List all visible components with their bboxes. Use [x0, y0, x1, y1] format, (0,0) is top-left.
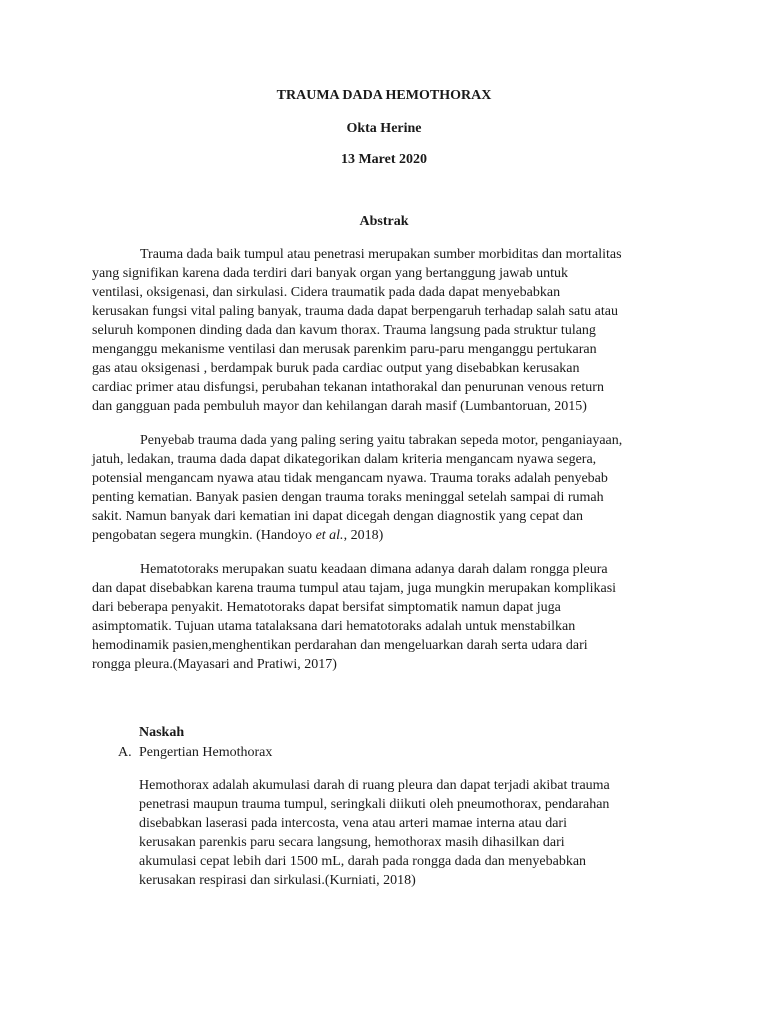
paragraph-line: asimptomatik. Tujuan utama tatalaksana dari hematotoraks adalah untuk menstabilkan — [92, 619, 576, 634]
section-a-heading — [118, 745, 272, 761]
document-date: 13 Maret 2020 — [340, 152, 428, 167]
paragraph-line: seluruh komponen dinding dada dan kavum thorax. Trauma langsung pada struktur tulang — [92, 323, 596, 338]
citation-prefix: pengobatan segera mungkin. (Handoyo — [92, 528, 316, 543]
paragraph-line: Hemothorax adalah akumulasi darah di ruang pleura dan dapat terjadi akibat trauma — [139, 778, 610, 793]
abstract-paragraph-1 — [92, 245, 674, 416]
paragraph-line: dan gangguan pada pembuluh mayor dan kehilangan darah masif (Lumbantoruan, 2015) — [92, 399, 587, 414]
naskah-heading: Naskah — [139, 725, 185, 740]
paragraph-line: jatuh, ledakan, trauma dada dapat dikategorikan dalam kriteria mengancam nyawa segera, — [92, 452, 597, 467]
paragraph-line: disebabkan laserasi pada intercosta, vena atau arteri mamae interna atau dari — [139, 816, 567, 831]
paragraph-line: sakit. Namun banyak dari kematian ini dapat dicegah dengan diagnostik yang cepat dan — [92, 509, 584, 524]
paragraph-line: Trauma dada baik tumpul atau penetrasi merupakan sumber morbiditas dan mortalitas — [140, 247, 622, 262]
paragraph-line: dan dapat disebabkan karena trauma tumpul atau tajam, juga mungkin merupakan komplikasi — [92, 581, 617, 596]
document-author: Okta Herine — [346, 121, 422, 136]
paragraph-line: dari beberapa penyakit. Hematotoraks dapat bersifat simptomatik namun dapat juga — [92, 600, 561, 615]
paragraph-line: gas atau oksigenasi , berdampak buruk pada cardiac output yang disebabkan kerusakan — [92, 361, 580, 376]
paragraph-line: kerusakan parenkis paru secara langsung, hemothorax masih dihasilkan dari — [139, 835, 565, 850]
abstract-paragraph-2 — [92, 431, 674, 545]
paragraph-line: Hematotoraks merupakan suatu keadaan dimana adanya darah dalam rongga pleura — [140, 562, 608, 577]
paragraph-line: hemodinamik pasien,menghentikan perdarahan dan mengeluarkan darah serta udara dari — [92, 638, 588, 653]
citation-suffix: , 2018) — [343, 528, 384, 543]
paragraph-line: cardiac primer atau disfungsi, perubahan tekanan intathorakal dan penurunan venous return — [92, 380, 604, 395]
paragraph-line: kerusakan respirasi dan sirkulasi.(Kurniati, 2018) — [139, 873, 416, 888]
paragraph-line: kerusakan fungsi vital paling banyak, trauma dada dapat berpengaruh terhadap salah satu atau — [92, 304, 618, 319]
citation-et-al: et al. — [315, 528, 344, 543]
section-title: Pengertian Hemothorax — [139, 745, 273, 760]
paragraph-line: menganggu mekanisme ventilasi dan merusak parenkim paru-paru menganggu pertukaran — [92, 342, 597, 357]
abstract-heading: Abstrak — [359, 214, 409, 229]
section-marker: A. — [118, 745, 132, 760]
paragraph-line: yang signifikan karena dada terdiri dari banyak organ yang bertanggung jawab untuk — [92, 266, 568, 281]
section-a-paragraph — [139, 776, 679, 890]
paragraph-line: rongga pleura.(Mayasari and Pratiwi, 2017) — [92, 657, 337, 672]
paragraph-line: penetrasi maupun trauma tumpul, seringkali diikuti oleh pneumothorax, pendarahan — [139, 797, 610, 812]
paragraph-line: Penyebab trauma dada yang paling sering yaitu tabrakan sepeda motor, penganiayaan, — [140, 433, 623, 448]
paragraph-line: penting kematian. Banyak pasien dengan trauma toraks meninggal setelah sampai di rumah — [92, 490, 604, 505]
paragraph-line — [92, 526, 674, 545]
paragraph-line: potensial mengancam nyawa atau tidak mengancam nyawa. Trauma toraks adalah penyebab — [92, 471, 608, 486]
abstract-paragraph-3 — [92, 560, 674, 674]
document-title: TRAUMA DADA HEMOTHORAX — [276, 88, 492, 103]
paragraph-line: ventilasi, oksigenasi, dan sirkulasi. Cidera traumatik pada dada dapat menyebabkan — [92, 285, 561, 300]
paragraph-line: akumulasi cepat lebih dari 1500 mL, darah pada rongga dada dan menyebabkan — [139, 854, 587, 869]
